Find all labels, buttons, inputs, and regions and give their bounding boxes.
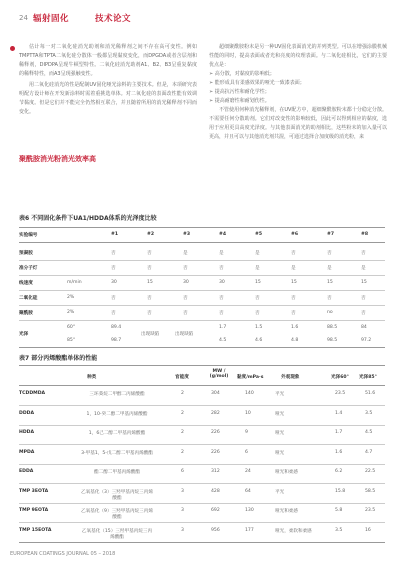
table7-name-cell: 乙氧基化（15）三羟甲基丙烷三丙烯酸酯 (81, 528, 153, 540)
row-divider (19, 483, 385, 484)
table6-cell: 30 (219, 280, 225, 285)
left-column (19, 43, 197, 117)
table6-gloss85-cell: 98.5 (327, 338, 338, 343)
table6-cell: 否 (147, 311, 152, 316)
table6-header-cell: #6 (291, 232, 299, 237)
table6-header-cell: #3 (183, 232, 191, 237)
row-divider (19, 305, 385, 306)
table7-cell: 2 (181, 449, 184, 455)
table7-cell: 1.6 (335, 449, 343, 455)
table7-code-cell: TMP 3EOTA (19, 488, 49, 494)
table7-cell: 6.2 (335, 469, 343, 474)
table7-cell: 22.5 (365, 469, 376, 474)
table7-cell: 23.5 (335, 391, 346, 396)
table7-cell: 平光 (275, 392, 285, 397)
table6-gloss60-label: 60° (67, 325, 76, 330)
table7-header-cell: 官能度 (175, 375, 189, 380)
bullet-item: ➢ 能形成具有柔感效果的哑光一致漆表面； (209, 80, 305, 86)
table6-header-cell: #8 (361, 232, 369, 237)
row-divider (19, 385, 385, 386)
table7-cell: 5.8 (335, 508, 343, 513)
table6-cell: 15 (361, 280, 367, 285)
table6-header-cell: #2 (147, 232, 155, 237)
table6-cell: 否 (361, 251, 366, 256)
table7-cell: 58.5 (365, 488, 376, 494)
table7-code-cell: DDDA (19, 410, 34, 416)
table7-name-cell: 1，10-癸二醇二甲基丙烯酸酯 (86, 411, 148, 417)
table7-name-cell: 3-甲基1，5-戊二醇二甲基丙烯酸酯 (81, 450, 153, 456)
table7-cell: 692 (211, 508, 220, 513)
table7-header-cell: 外观现象 (281, 375, 300, 380)
table6-gloss60-cell: 1.6 (291, 325, 299, 330)
table7-cell: 10 (245, 410, 251, 416)
table7-header-cell: 黏度/mPa·s (237, 375, 264, 380)
bullet-item: ➢ 提高耐磨性和耐划伤性。 (209, 98, 270, 104)
table7-cell: 平光 (275, 489, 285, 495)
divider (19, 542, 385, 543)
table7-name-cell: 乙氧基化（9）三羟甲基丙烷三丙烯酸酯 (81, 509, 153, 520)
table6-cell: 预凝胶 (19, 251, 33, 256)
left-paragraph: 估计每一对二氧化硅消光助剂和消光稀释剂之间不存在高可变性。例如TMPTTA和TPTA二氧化硅分散体一般都呈现黏度变化，而DPGDA或者含层剂和稀释剂，DIPDPA呈现牛顿型特性。二氧化硅消光助剂A1、B2、B3呈重复黏度的稀释特性，而A3呈现强触变性。 (19, 44, 197, 77)
row-divider (19, 444, 385, 445)
table7-cell: 3 (181, 527, 184, 533)
table6-cell: 是 (219, 251, 224, 256)
table7-cell: 312 (211, 469, 220, 474)
table7-cell: 3.5 (335, 527, 343, 533)
table6-gloss85-cell: 4.8 (291, 338, 299, 343)
table7-cell: 282 (211, 410, 220, 416)
table6-cell: 2% (67, 310, 75, 315)
table6-cell: 否 (361, 296, 366, 301)
divider (19, 227, 385, 228)
table6-gloss-label: 光泽 (19, 332, 29, 337)
table6-cell: 否 (219, 266, 224, 271)
table7-name-cell: 三环葵烷二甲醇二丙烯酸酯 (89, 392, 145, 397)
table6-cell: 否 (183, 311, 188, 316)
table7-code-cell: EDDA (19, 469, 34, 474)
table7-cell: 140 (245, 391, 254, 396)
table7-cell: 3 (181, 508, 184, 513)
table6-cell: 15 (147, 280, 153, 285)
table7-cell: 177 (245, 527, 254, 533)
table7-cell: 304 (211, 391, 220, 396)
table6-cell: 否 (147, 251, 152, 256)
table7-cell: 64 (245, 488, 251, 494)
row-divider (19, 275, 385, 276)
bullet-item: ➢ 提高抗污性和耐化学性； (209, 89, 270, 95)
table6-gloss60-cell: 88.5 (327, 325, 338, 330)
table6-cell: 否 (111, 296, 116, 301)
table7-cell: 2 (181, 391, 184, 396)
table7-cell: 哑光 (275, 411, 285, 417)
table6-cell: no (327, 310, 333, 315)
table7-cell: 哑光和柔感 (275, 509, 298, 514)
table7-header-cell: 光泽60° (331, 375, 349, 380)
table7-cell: 哑光 (275, 450, 285, 456)
table7-cell: 2 (181, 430, 184, 435)
table7-code-cell: HDDA (19, 430, 35, 435)
table6-cell: 否 (255, 311, 260, 316)
table6-header-cell: #1 (111, 232, 119, 237)
table7-name-cell: 酯二醇二甲基丙烯酸酯 (94, 470, 140, 475)
row-divider (19, 260, 385, 261)
row-divider (19, 242, 385, 243)
divider (19, 365, 385, 366)
table6-gloss85-label: 85° (67, 338, 76, 343)
table6-cell: 是 (291, 266, 296, 271)
table7-cell: 2 (181, 410, 184, 416)
table6-cell: 否 (291, 296, 296, 301)
table6-cell: 否 (183, 266, 188, 271)
section-title: 辐射固化 (33, 14, 70, 24)
table6-cell: 是 (327, 266, 332, 271)
table7-code-cell: TMP 9EOTA (19, 508, 49, 513)
table6-gloss60-cell: 84 (361, 325, 367, 330)
table7-cell: 16 (365, 527, 371, 533)
table6-cell: 否 (219, 311, 224, 316)
page-number: 24 (19, 14, 28, 22)
row-divider (19, 464, 385, 465)
table6-cell: 否 (361, 311, 366, 316)
table6-gloss85-cell: 97.2 (361, 338, 372, 343)
table6-cell: 否 (291, 311, 296, 316)
table7-cell: 428 (211, 488, 220, 494)
left-heading: 聚酰胺消光粉消光效率高 (19, 155, 96, 163)
right-paragraph: 超细聚酰胺粉末是另一种UV固化表面消光的并列类型。可以在增强涂膜机械性能的同时，提高表面或者光和亮度的纹理表面。与二氧化硅相比，它们的主要优点是： (209, 44, 387, 68)
right-paragraph: 不管使用何种消光稀释剂，在UV配方中，超细聚酰胺粉末都十分稳定分散。不需要任何分散助剂。它们对改变性的影响较低，因此可以得到相应的黏度，选用于应用更具高度光泽度。与其他表面消光的助剂相比，这些粉末的加入量可以更高，并且可以与其他消光剂共混，可通过选择合加度级的消光粉，来 (209, 107, 387, 140)
table6-cell: 否 (147, 266, 152, 271)
table7-cell: 15.8 (335, 488, 346, 494)
table7-cell: 956 (211, 527, 220, 533)
table7-cell: 6 (181, 469, 184, 474)
table7-cell: 130 (245, 508, 254, 513)
table6-cell: 2% (67, 295, 75, 300)
row-divider (19, 425, 385, 426)
table7-code-cell: TCDDMDA (19, 391, 46, 396)
table6-header-cell: #7 (327, 232, 335, 237)
table6-cell: 是 (255, 266, 260, 271)
table7-cell: 226 (211, 430, 220, 435)
subsection-title: 技术论文 (95, 14, 132, 24)
table7-cell: 3 (181, 488, 184, 494)
table6-cell: 否 (147, 296, 152, 301)
table7-cell: 哑光 (275, 431, 285, 436)
table6-merged-note: 出现缺陷 (141, 332, 160, 337)
table6-gloss60-cell: 1.7 (219, 325, 227, 330)
table6-cell: 准分子灯 (19, 266, 38, 271)
table7-cell: 哑光和柔感 (275, 470, 298, 475)
right-column (209, 43, 387, 142)
table7-code-cell: TMP 15EOTA (19, 527, 52, 533)
row-divider (19, 347, 385, 348)
table6-header-cell: #4 (219, 232, 227, 237)
table7-name-cell: 1，6己二醇二甲基丙烯酸酯 (88, 431, 146, 436)
table7-code-cell: MPDA (19, 449, 35, 455)
table7-cell: 4.7 (365, 449, 373, 455)
table6-gloss85-cell: 4.6 (255, 338, 263, 343)
table7-title: 表7 部分丙烯酸酯单体的性能 (19, 355, 98, 362)
table7-cell: 1.7 (335, 430, 343, 435)
table6-cell: 否 (291, 251, 296, 256)
table6-cell: 30 (183, 280, 189, 285)
table7-header-cell: 种类 (87, 375, 97, 380)
table6-cell: 二氧化硅 (19, 296, 38, 301)
table6-cell: m/min (67, 280, 82, 285)
row-divider (19, 405, 385, 406)
table6-merged-note: 出现缺陷 (175, 332, 194, 337)
table6-header-cell: 实验编号 (19, 233, 38, 238)
bullet-item: ➢ 高分散，对黏度的影响低； (209, 71, 275, 77)
table6-cell: 否 (219, 296, 224, 301)
row-divider (19, 503, 385, 504)
table6-cell: 聚酰胺 (19, 311, 33, 316)
table7-cell: 24 (245, 469, 251, 474)
table7-cell: 哑光，柔软和柔感 (275, 528, 312, 534)
table6-cell: 15 (255, 280, 261, 285)
table6-cell: 否 (111, 251, 116, 256)
table7-header-cell: MW / (g/mol) (209, 369, 229, 379)
table6-header-cell: #5 (255, 232, 263, 237)
row-divider (19, 522, 385, 523)
table6-cell: 是 (255, 251, 260, 256)
table6-cell: 否 (183, 296, 188, 301)
table7-cell: 23.5 (365, 508, 376, 513)
table7-cell: 51.6 (365, 391, 376, 396)
table6-cell: 否 (327, 296, 332, 301)
footer: EUROPEAN COATINGS JOURNAL 05 – 2018 (10, 551, 116, 557)
table7-cell: 9 (245, 430, 248, 435)
bullet-dot-icon (10, 46, 15, 51)
table6-cell: 线速度 (19, 281, 33, 286)
table7-header-cell: 光泽85° (359, 375, 377, 380)
table6-cell: 是 (183, 251, 188, 256)
table6-cell: 15 (327, 280, 333, 285)
left-paragraph: 用二氧化硅消光的性是配制UV固化哑光涂料的主要技术。但是，本项研究表明配方设计师在开发新涂料时需着重挑选单体。对二氧化硅的表面改性能有效调节黏度。但是它们并不能完全仍然相互联合，并且随着所用的消光稀释剂不同而变化。 (19, 82, 197, 115)
table6-cell: 15 (291, 280, 297, 285)
table6-gloss60-cell: 1.5 (255, 325, 263, 330)
table7-cell: 4.5 (365, 430, 373, 435)
table6 (19, 232, 385, 357)
table6-cell: 否 (111, 311, 116, 316)
table6-cell: 否 (111, 266, 116, 271)
table6-gloss85-cell: 4.5 (219, 338, 227, 343)
row-divider (19, 290, 385, 291)
table6-cell: 30 (111, 280, 117, 285)
table6-cell: 否 (327, 251, 332, 256)
row-divider (19, 320, 385, 321)
table7-cell: 6 (245, 449, 248, 455)
table7-cell: 1.4 (335, 410, 343, 416)
table7-cell: 226 (211, 449, 220, 455)
table7-name-cell: 乙氧基化（3）三羟甲基丙烷三丙烯酸酯 (81, 489, 153, 501)
table6-gloss85-cell: 98.7 (111, 338, 122, 343)
table6-title: 表6 不同固化条件下UA1/HDDA体系的光泽度比较 (19, 215, 157, 222)
table7-cell: 3.5 (365, 410, 373, 416)
table6-gloss60-cell: 89.4 (111, 325, 122, 330)
table7 (19, 369, 385, 539)
table6-cell: 是 (361, 266, 366, 271)
table6-cell: 否 (255, 296, 260, 301)
